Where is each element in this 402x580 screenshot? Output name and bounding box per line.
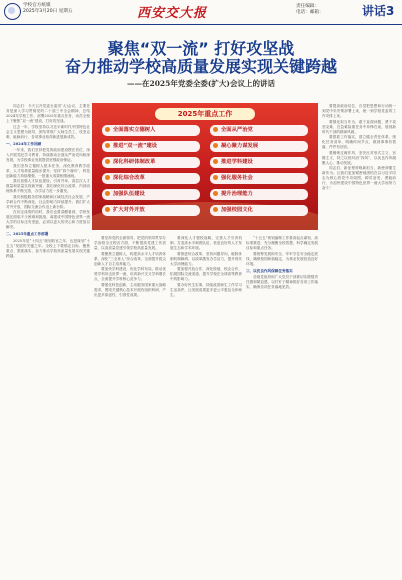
paragraph: 要统筹发展和安全，牢牢守住安全稳定底线，确保校园和谐稳定，为事业发展营造良好环境。 — [246, 251, 318, 266]
infographic-item — [102, 205, 200, 216]
bullet-icon — [213, 159, 218, 164]
headline-line-1: 聚焦“双一流” 打好攻坚战 — [107, 39, 295, 58]
university-logo-icon — [4, 3, 21, 20]
infographic-item-label: 强化服务社会 — [221, 175, 253, 181]
infographic-item-label: 加强校园文化 — [221, 207, 253, 213]
paragraph: 同志们：今天召开党委全委(扩大)会议，主要任务是深入学习贯彻党的二十届三中全会精神，总结2024年学校工作，部署2025年重点任务，动员全校上下聚焦“双一流”建设，打好攻坚战。 — [6, 104, 90, 123]
paragraph: 过去一年，学校坚持以习近平新时代中国特色社会主义思想为指导，团结带领广大师生员工，攻坚克难、砥砺前行，各项事业取得新进展新成效。 — [6, 124, 90, 139]
infographic-item-label: 全面落实立德树人 — [113, 127, 156, 133]
infographic-item-label: 推进学科建设 — [221, 159, 253, 165]
paragraph: 我们坚持立德树人根本任务，深化教育教学改革，人才培养质量稳步提升；坚持“四个面向”，科技创新能力持续增强，一批重大成果相继涌现。 — [6, 163, 90, 178]
infographic-item-label: 凝心聚力谋发展 — [221, 143, 259, 149]
paragraph: 我们积极服务国家战略和区域经济社会发展，产学研合作不断深化，社会影响力持续提升；我们扩大对外开放，国际交流合作迈上新台阶。 — [6, 194, 90, 209]
bullet-icon — [105, 143, 110, 148]
infographic-item — [210, 141, 308, 152]
paragraph: 在肯定成绩的同时，我们也要清醒看到，学校发展还面临不少困难和挑战，离建成中国特色世界一流大学的目标还有差距，必须以更大的决心和力度加以解决。 — [6, 210, 90, 230]
section-heading: 二、2025年重点工作部署 — [6, 232, 49, 237]
section-heading: 三、以优良作风保障任务落实 — [246, 268, 293, 273]
bullet-icon — [213, 175, 218, 180]
paragraph: 要提高政治站位，自觉把思想和行动统一到党中央决策部署上来，统一到学校党委的工作安排上来。 — [322, 104, 396, 118]
bullet-icon — [105, 159, 110, 164]
newspaper-name: 西安交大报 — [137, 6, 208, 21]
masthead — [0, 0, 402, 25]
infographic-item — [102, 173, 200, 184]
paragraph: 一年来，我们坚持把党的政治建设摆在首位，深入开展党纪学习教育，持续推动全面从严治党向纵深发展，为学校事业发展提供坚强政治保证。 — [6, 148, 90, 163]
infographic-item — [210, 189, 308, 200]
masthead-right-line: 责任编辑： — [296, 4, 319, 9]
infographic-item-label: 全面从严治党 — [221, 127, 253, 133]
paragraph: 要锤炼过硬作风，坚决反对形式主义、官僚主义，持之以恒纠治“四风”，以优良作风凝聚人心、推动发展。 — [322, 150, 396, 165]
infographic-item — [210, 205, 308, 216]
infographic-title: 2025年重点工作 — [155, 108, 255, 120]
bullet-icon — [105, 127, 110, 132]
bullet-icon — [105, 207, 110, 212]
paragraph: 各级党组织和广大党员干部要切实增强责任感和紧迫感，以钉钉子精神抓好各项工作落实，确保各项任务落地见效。 — [246, 275, 318, 290]
paragraph: 要加快学科建设，优化学科布局，推动优势学科冲击世界一流，培育新兴交叉学科增长点，全面提升学科核心竞争力。 — [94, 267, 166, 282]
section-label: 讲话3 — [362, 4, 395, 18]
infographic-item-label: 深化综合改革 — [113, 175, 145, 181]
bullet-icon — [213, 127, 218, 132]
infographic-item-label: 推进“双一流”建设 — [113, 143, 158, 149]
infographic-item — [210, 125, 308, 136]
infographic-item-label: 扩大对外开放 — [113, 207, 145, 213]
bullet-icon — [213, 143, 218, 148]
infographic-item — [102, 125, 200, 136]
section-heading: 一、2024年工作回顾 — [6, 141, 42, 146]
paragraph: “十五五”规划编制工作要高起点谋划、高标准推进，充分凝聚全校智慧，科学确定发展目标和重点任务。 — [246, 236, 318, 250]
paragraph: 2025年是“十四五”规划收官之年，也是谋划“十五五”发展的关键之年。全校上下要锚定目标、聚焦重点、狠抓落实，奋力推动学校高质量发展实现关键跨越。 — [6, 238, 90, 258]
paragraph: 要办好民生实事，持续改善师生工作学习生活条件，让发展成果更多更公平惠及全体师生。 — [170, 282, 242, 297]
masthead-right-line: 电话：邮箱： — [296, 10, 324, 15]
infographic-item — [210, 157, 308, 168]
paragraph: 要强化担当作为，敢于直面问题、勇于攻坚克难，在急难险重任务中冲锋在前，展现新时代干部的精神风貌。 — [322, 119, 396, 134]
masthead-left-line: 学校官方纸媒 — [23, 3, 51, 8]
paragraph: 要坚持党的全面领导，把党的领导贯穿办学治校全过程各方面，不断提高党建工作质量，以高质量党建引领学校高质量发展。 — [94, 236, 166, 250]
paragraph: 要加强开放合作，深化校地、校企合作，拓展国际交流渠道，提升学校在全球高等教育中的影响力。 — [170, 267, 242, 282]
paragraph: 要深化人才强校战略，完善人才引育机制，打造高水平师资队伍，营造良好的人才发展生态和学术环境。 — [170, 236, 242, 250]
article-column-3 — [170, 236, 242, 574]
article-column-4 — [246, 236, 318, 574]
infographic-item-label: 深化科研体制改革 — [113, 159, 156, 165]
headline-subtitle: ——在2025年党委全委(扩大)会议上的讲话 — [127, 79, 275, 88]
infographic-item-label: 加强队伍建设 — [113, 191, 145, 197]
article-column-2 — [94, 236, 166, 574]
bullet-icon — [105, 191, 110, 196]
paragraph: 要强化科技创新，主动服务国家重大战略需求，围绕关键核心技术开展有组织科研，产出更多原创性、引领性成果。 — [94, 282, 166, 297]
headline-line-2: 奋力推动学校高质量发展实现关键跨越 — [64, 57, 337, 76]
masthead-left-info — [23, 3, 72, 15]
infographic-item — [102, 189, 200, 200]
infographic-item — [102, 157, 200, 168]
paragraph: 要狠抓工作落实，建立健全责任体系，细化任务清单，明确时间节点，做到事事有着落、件件有回音。 — [322, 135, 396, 150]
article-column-5 — [322, 104, 396, 574]
paragraph: 我们加强人才队伍建设，引育并举，高层次人才数量和质量实现新突破；我们深化综合改革，内部治理体系不断完善，办学活力进一步激发。 — [6, 179, 90, 194]
masthead-right-info — [296, 4, 324, 16]
infographic-item-label: 提升治理能力 — [221, 191, 253, 197]
infographic-item — [102, 141, 200, 152]
paragraph: 要推进综合改革，坚持问题导向，破除体制机制障碍，以改革激发办学活力，提升现代大学治理能力。 — [170, 251, 242, 266]
article-column-1 — [6, 104, 90, 574]
bullet-icon — [213, 191, 218, 196]
key-tasks-infographic — [92, 103, 318, 230]
masthead-left-line: 2025年3月20日 星期五 — [23, 9, 73, 14]
paragraph: 要聚焦立德树人，构建高水平人才培养体系，深化“三全育人”综合改革，全面提升拔尖创新人才自主培养能力。 — [94, 251, 166, 266]
bullet-icon — [213, 207, 218, 212]
infographic-item — [210, 173, 308, 184]
bullet-icon — [105, 175, 110, 180]
paragraph: 同志们，新征程呼唤新担当，新使命催生新作为。让我们更加紧密地团结在以习近平同志为核心的党中央周围，踔厉奋发、勇毅前行，为加快建设中国特色世界一流大学而努力奋斗！ — [322, 166, 396, 191]
